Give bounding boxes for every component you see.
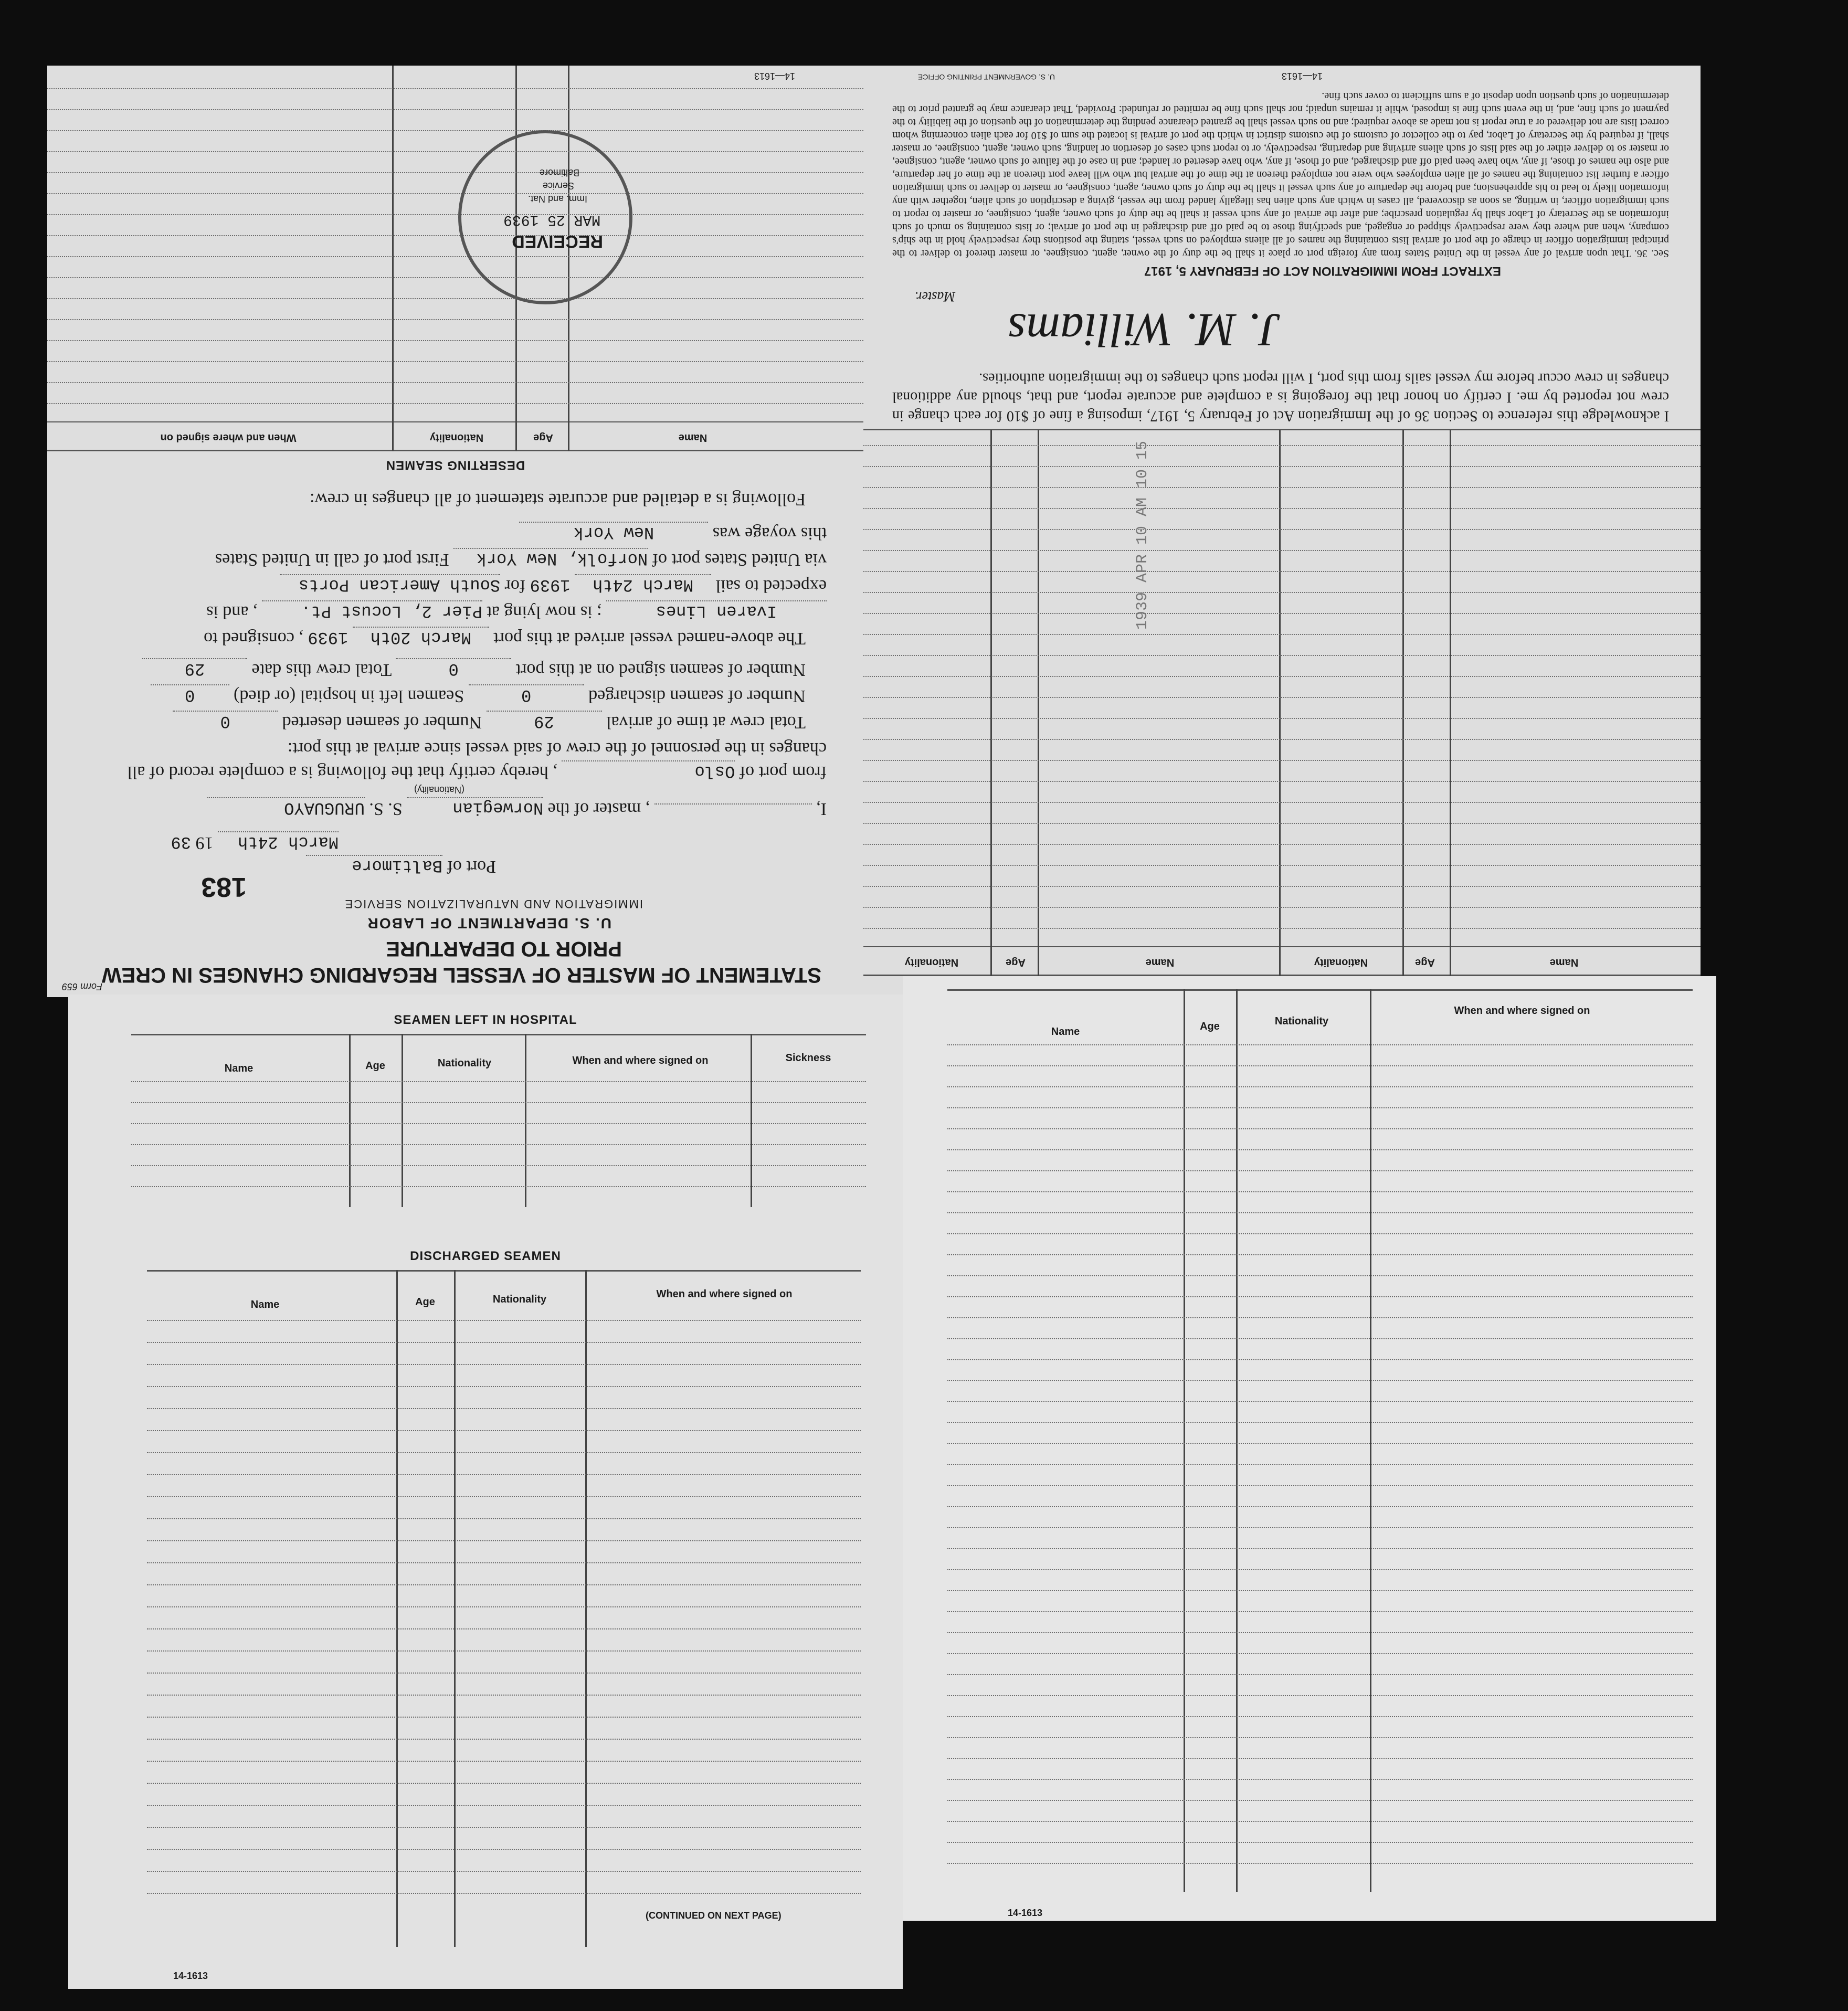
received-date-stamp: 1939 APR 10 AM 10 15 [1134,440,1152,630]
ruled-line [147,1893,861,1894]
ruled-line [47,235,863,236]
nationality-caption: (Nationality) [414,785,464,795]
ruled-line [47,88,863,89]
ruled-line [147,1342,861,1343]
ss-label: S. S. [369,799,403,819]
date-value: March 24th [218,831,339,852]
ruled-line [147,1628,861,1629]
ruled-line [947,1275,1693,1276]
ruled-line [947,1737,1693,1738]
ruled-line [147,1540,861,1541]
extract-title: EXTRACT FROM IMMIGRATION ACT OF FEBRUARY 5, 1917 [1144,264,1501,278]
stamp-received: RECEIVED [512,231,603,251]
first-port-text: First port of call in United States [215,550,449,569]
ruled-line [47,109,863,110]
ruled-line [947,1716,1693,1717]
from-port-label: from port of [739,763,827,782]
ruled-line [47,193,863,194]
consignee-value: Ivaren Lines [606,600,827,621]
right-col-name: Name [1051,1026,1080,1038]
discharged-col-nationality: Nationality [492,1294,547,1305]
ruled-line [947,1212,1693,1213]
stamp-date: MAR 25 1939 [503,211,600,228]
following-text: Following is a detailed and accurate statement of all changes in crew: [309,490,806,509]
right-col-signed: When and where signed on [1454,1005,1590,1017]
ruled-line [147,1805,861,1806]
master-prefix: I, [816,799,827,819]
ruled-line [147,1849,861,1850]
for-text: for [504,576,526,596]
ruled-line [863,886,1701,887]
hospital-title: SEAMEN LEFT IN HOSPITAL [394,1013,577,1027]
ruled-line [863,529,1701,530]
ruled-line [947,1548,1693,1549]
deserted-value: 0 [173,711,278,731]
expected-text: expected to sail [715,576,827,596]
ruled-line [147,1452,861,1453]
dept-line-2: IMMIGRATION AND NATURALIZATION SERVICE [344,897,643,911]
ruled-line [947,1821,1693,1822]
consigned-text: , consigned to [204,629,303,648]
hospital-col-sickness: Sickness [785,1052,831,1064]
hospital-col-age: Age [365,1060,385,1072]
ruled-line [131,1102,866,1103]
discharged-value: 0 [469,684,584,705]
ruled-line [47,361,863,362]
ruled-line [947,1338,1693,1339]
ruled-line [863,865,1701,866]
received-stamp [458,130,632,304]
ruled-line [863,802,1701,803]
ruled-line [147,1496,861,1497]
ruled-line [147,1673,861,1674]
changes-text: changes in the personnel of the crew of said vessel since arrival at this port: [287,739,827,758]
signed-on-label: Number of seamen signed on at this port [515,660,806,680]
ruled-line [863,634,1701,635]
ruled-line [147,1871,861,1872]
statement-title-1: STATEMENT OF MASTER OF VESSEL REGARDING CHANGES IN CREW [101,964,821,987]
ruled-line [147,1562,861,1563]
ruled-line [147,1695,861,1696]
ruled-line [863,928,1701,929]
ruled-line [131,1081,866,1082]
signed-col-name-1: Name [1549,957,1579,968]
discharged-col-signed: When and where signed on [656,1288,793,1300]
ruled-line [147,1430,861,1431]
stamp-imm: Imm. and Nat. [527,194,587,204]
file-number: 183 [201,872,247,902]
total-crew-date-label: Total crew this date [251,660,392,680]
stamp-baltimore: Baltimore [539,167,579,178]
deserting-seamen-title: DESERTING SEAMEN [385,458,525,472]
hospital-col-nationality: Nationality [437,1057,492,1069]
ruled-line [131,1186,866,1187]
right-col-age: Age [1200,1021,1220,1032]
signed-on-value: 0 [396,658,511,679]
ruled-line [147,1386,861,1387]
ruled-line [863,697,1701,698]
sail-year: 1939 [530,575,571,595]
ruled-line [147,1474,861,1475]
ruled-line [947,1611,1693,1612]
ruled-line [947,1128,1693,1129]
ruled-line [947,1065,1693,1066]
ruled-line [863,781,1701,782]
ruled-line [147,1518,861,1519]
ruled-line [47,172,863,173]
vessel-value: URUGUAYO [207,797,365,818]
ruled-line [947,1527,1693,1528]
bottom-right-page [903,976,1716,1921]
hospital-value: 0 [151,684,229,705]
ruled-line [947,1506,1693,1507]
lying-text: ; is now lying at [487,602,602,622]
ruled-line [947,1296,1693,1297]
ruled-line [47,256,863,257]
ruled-line [147,1761,861,1762]
ruled-line [947,1233,1693,1234]
footer-form-no: 14—1613 [1281,71,1323,81]
and-is-text: , and is [206,602,258,622]
ruled-line [947,1380,1693,1381]
ruled-line [947,1086,1693,1087]
printer-line: U. S. GOVERNMENT PRINTING OFFICE [917,73,1055,81]
master-signature: J. M. Williams [1008,304,1281,356]
ruled-line [863,571,1701,572]
ruled-line [47,403,863,404]
ruled-line [947,1863,1693,1864]
ruled-line [47,277,863,278]
ruled-line [947,1485,1693,1486]
form-number-header: 14—1613 [754,71,795,81]
ruled-line [947,1170,1693,1171]
ruled-line [863,739,1701,740]
signed-col-name-2: Name [1145,957,1175,968]
ruled-line [947,1359,1693,1360]
top-right-page [863,66,1701,997]
year-prefix: 19 [195,833,214,853]
ruled-line [947,1632,1693,1633]
signed-col-age-1: Age [1415,957,1435,968]
discharged-col-name: Name [250,1299,280,1310]
ruled-line [947,1443,1693,1444]
ruled-line [863,487,1701,488]
continued-note: (CONTINUED ON NEXT PAGE) [646,1910,782,1921]
signed-col-age-2: Age [1006,957,1026,968]
ruled-line [47,130,863,131]
port-value: Baltimore [306,855,442,875]
ruled-line [863,718,1701,719]
total-crew-arrival-label: Total crew at time of arrival [606,713,806,732]
ruled-line [863,592,1701,593]
port-label: Port of [447,857,496,876]
col-age: Age [533,432,553,443]
ruled-line [947,1758,1693,1759]
ruled-line [947,1107,1693,1108]
ruled-line [947,1422,1693,1423]
ruled-line [131,1165,866,1166]
deserted-label: Number of seamen deserted [282,713,482,732]
first-port-value: New York [519,522,708,542]
ruled-line [863,907,1701,908]
ruled-line [947,1464,1693,1465]
ruled-line [47,340,863,341]
ruled-line [863,613,1701,614]
via-port-value: Norfolk, New York [453,548,648,568]
ruled-line [947,1317,1693,1318]
ruled-line [147,1606,861,1607]
sail-date: March 24th [575,574,711,595]
master-text: , master of the [547,799,650,819]
ruled-line [147,1584,861,1585]
ruled-line [947,1149,1693,1150]
extract-text: Sec. 36. That upon arrival of any vessel in the United States from any foreign port or place it shall be the duty of the owner, agent, consignee, or master thereof to deliver to the principal immigration officer in charge of the port of arrival lists containing the names of all aliens employed on such vessel, stating the positions they respectively hold in the ship's company, when and where they were respectively shipped or engaged, and specifying those to be paid off and discharged in the port of arrival; or lists containing so much of such information as the Secretary of Labor shall by regulation prescribe; and after the arrival of any such vessel it shall be the duty of such owner, agent, consignee, or master to report to such immigration officer, in writing, as soon as discovered, all cases in which any such alien has illegally landed from the vessel, giving a description of such alien, together with any information likely to lead to his apprehension; and before the departure of any such vessel it shall be the duty of such owner, agent, consignee, or master to deliver to such immigration officer a further list containing the names of all alien employees who were not employed thereon at the time of the arrival but who will leave port thereon at the time of her departure, and also the names of those, if any, who have been paid off and discharged, and of those, if any, who have deserted or landed; and in case of the failure of such owner, agent, consignee, or master so to deliver either of the said lists of such aliens arriving and departing, respectively, or to report such cases of desertion or landing, such owner, agent, consignee, or master shall, if required by the Secretary of Labor, pay to the collector of customs of the customs district in which the port of arrival is located the sum of $10 for each alien concerning whom correct lists are not delivered or a true report is not made as above required; and no such vessel shall be granted clearance pending the determination of the question of the liability to the payment of such fine, and, in the event such fine is imposed, while it remains unpaid; nor shall such fine be remitted or refunded: Provided, That clearance may be granted prior to the determination of such question upon deposit of a sum sufficient to cover such fine. [892,90,1669,259]
hospital-col-name: Name [224,1063,254,1074]
ruled-line [947,1842,1693,1843]
ruled-line [147,1827,861,1828]
ruled-line [147,1783,861,1784]
form-659-label: Form 659 [61,981,102,992]
discharged-title: DISCHARGED SEAMEN [410,1249,561,1263]
ruled-line [47,382,863,383]
ruled-line [147,1717,861,1718]
ruled-line [863,823,1701,824]
ruled-line [863,550,1701,551]
arrived-date: March 20th [353,627,489,647]
ruled-line [47,214,863,215]
ruled-line [947,1044,1693,1045]
ruled-line [147,1364,861,1365]
statement-title-2: PRIOR TO DEPARTURE [386,937,622,960]
ruled-line [947,1191,1693,1192]
nationality-value: Norwegian [407,797,543,818]
year-value: 39 [171,832,191,852]
ruled-line [863,844,1701,845]
ruled-line [147,1408,861,1409]
ruled-line [947,1590,1693,1591]
acknowledgment-text: I acknowledge this reference to Section 36 of the Immigration Act of February 5, 1917, imposing a fine of $10 for each change in crew not reported by me. I certify on honor that the foregoing is a complete and accurate report, and that, should any additional changes in crew occur before my vessel sails from this port, I will report such changes to the immigration authorities. [892,370,1669,424]
bottom-left-page [68,994,903,1989]
ruled-line [147,1739,861,1740]
ruled-line [863,508,1701,509]
ruled-line [947,1569,1693,1570]
pier-value: Pier 2, Locust Pt. [262,600,482,621]
stamp-service: Service [542,181,574,191]
ruled-line [947,1674,1693,1675]
ruled-line [947,1779,1693,1780]
col-nationality: Nationality [429,432,484,443]
discharged-col-age: Age [415,1296,435,1308]
ruled-line [47,298,863,299]
ruled-line [863,466,1701,467]
ruled-line [947,1695,1693,1696]
discharged-label: Number of seamen discharged [588,686,806,706]
ruled-line [947,1653,1693,1654]
from-port-value: Oslo [562,760,735,781]
ruled-line [863,676,1701,677]
hospital-col-signed: When and where signed on [572,1055,709,1066]
signed-col-nat-1: Nationality [1314,957,1368,968]
ruled-line [147,1320,861,1321]
bottom-left-form-no: 14-1613 [173,1971,208,1981]
col-signed-on: When and where signed on [160,432,297,443]
total-crew-arrival-value: 29 [487,711,602,731]
ruled-line [947,1401,1693,1402]
right-col-nationality: Nationality [1274,1015,1329,1027]
hospital-label: Seamen left in hospital (or died) [234,686,464,706]
ruled-line [947,1800,1693,1801]
voyage-text: this voyage was [712,524,827,543]
via-text: via United States port of [652,550,827,569]
destination-value: South American Ports [280,574,500,595]
ruled-line [47,151,863,152]
ruled-line [863,760,1701,761]
arrived-text: The above-named vessel arrived at this port [493,629,806,648]
ruled-line [47,319,863,320]
arrived-year: 1939 [308,628,349,647]
ruled-line [147,1650,861,1652]
ruled-line [863,655,1701,656]
master-caption: Master. [914,289,955,304]
bottom-right-form-no: 14-1613 [1008,1908,1043,1918]
ruled-line [131,1144,866,1145]
total-crew-date-value: 29 [142,658,247,679]
dept-line-1: U. S. DEPARTMENT OF LABOR [366,915,611,932]
certify-text: , hereby certify that the following is a complete record of all [127,763,557,782]
ruled-line [863,445,1701,446]
top-left-page [47,66,863,997]
col-name: Name [678,432,707,443]
ruled-line [947,1254,1693,1255]
ruled-line [131,1123,866,1124]
signed-col-nat-2: Nationality [904,957,959,968]
